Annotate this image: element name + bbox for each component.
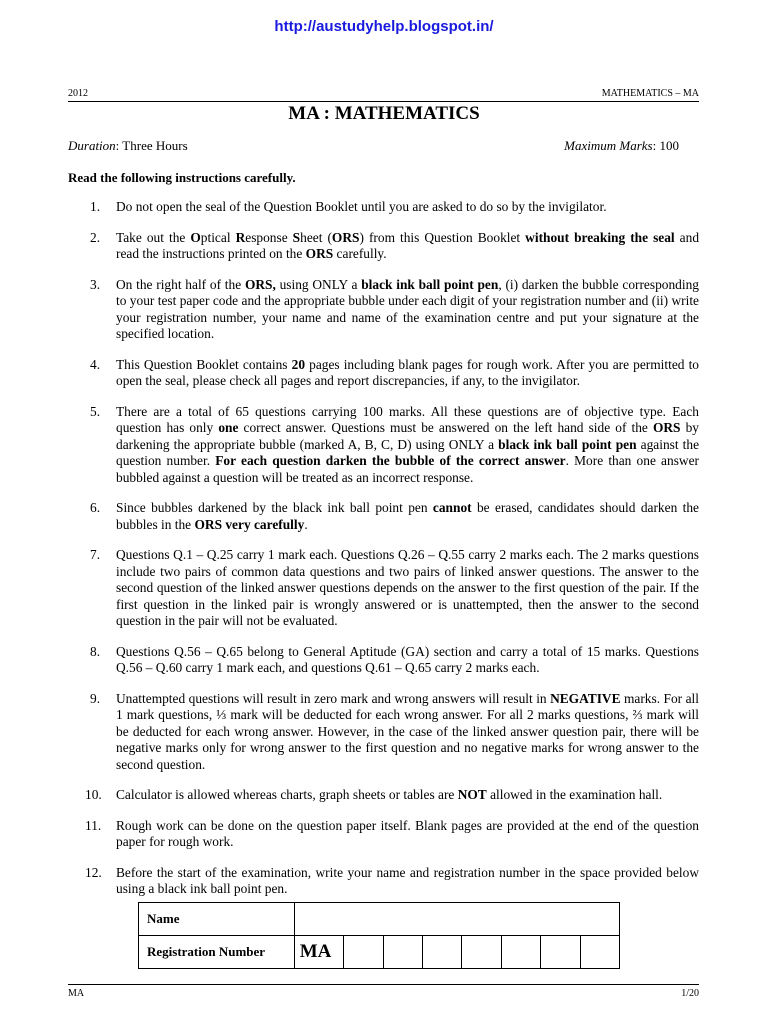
instruction-number: 8. (90, 643, 101, 659)
registration-digit-box[interactable] (383, 936, 422, 969)
instruction-item (68, 691, 699, 774)
instruction-emphasis: For each question darken the bubble of the correct answer (215, 453, 566, 468)
instruction-emphasis: ORS (305, 246, 334, 261)
instruction-number: 5. (90, 403, 101, 419)
instruction-number: 2. (90, 229, 101, 245)
instruction-emphasis: ORS very carefully (194, 516, 305, 532)
marks-label: Maximum Marks (564, 138, 653, 153)
instruction-emphasis: cannot (432, 500, 472, 515)
page-header (68, 88, 699, 102)
instruction-emphasis: S (292, 229, 301, 245)
registration-digit-box[interactable] (580, 936, 619, 969)
instructions-list (68, 199, 699, 912)
name-field[interactable] (294, 903, 619, 936)
source-link[interactable]: http://austudyhelp.blogspot.in/ (274, 18, 494, 35)
instruction-item (68, 865, 699, 898)
instruction-text: Do not open the seal of the Question Booklet until you are asked to do so by the invigilator. (116, 199, 607, 214)
instruction-item (68, 357, 699, 390)
instruction-emphasis: ORS, (244, 276, 276, 292)
instruction-text: Calculator is allowed whereas charts, graph sheets or tables are (116, 787, 458, 802)
instruction-text: Unattempted questions will result in zero mark and wrong answers will result in (116, 690, 551, 706)
instruction-text: esponse (245, 229, 293, 245)
instruction-text: carefully. (333, 246, 387, 261)
instruction-text: ) from this Question Booklet (359, 229, 526, 245)
header-paper: MATHEMATICS – MA (601, 88, 699, 99)
instruction-item (68, 644, 699, 677)
header-year: 2012 (68, 88, 88, 99)
instruction-emphasis: O (190, 229, 201, 245)
duration-value: : Three Hours (115, 138, 188, 153)
instruction-emphasis: without breaking the seal (525, 229, 675, 245)
instruction-text: by darkening the appropriate bubble (marked A, B, C, D) using ONLY a (116, 420, 700, 452)
instruction-item (68, 547, 699, 630)
instruction-number: 10. (85, 787, 102, 802)
registration-prefix: MA (294, 936, 344, 969)
instruction-text: allowed in the examination hall. (486, 787, 663, 802)
instruction-emphasis: 20 (291, 356, 306, 372)
instruction-number: 11. (85, 817, 102, 833)
instruction-text: This Question Booklet contains (116, 356, 292, 372)
max-marks (564, 138, 679, 154)
instruction-item (68, 787, 699, 804)
instruction-text: Questions Q.1 – Q.25 carry 1 mark each. Questions Q.26 – Q.55 carry 2 marks each. The 2 marks questions include two pairs of common data questions and two pairs of linked answer questions. The answer to the second question of the linked answer questions depends on the answer to the first question of the pair. If the first question in the linked pair is wrongly answered or is unattempted, then the answer to the second question in the pair will not be evaluated. (116, 547, 699, 628)
registration-digit-box[interactable] (462, 936, 501, 969)
instruction-number: 1. (90, 199, 101, 214)
instruction-number: 3. (90, 276, 101, 292)
instruction-text: heet ( (300, 229, 332, 245)
instruction-emphasis: black ink ball point pen (498, 436, 637, 452)
instruction-emphasis: ORS (331, 229, 360, 245)
instruction-text: pages including blank pages for rough work. After you are permitted to open the seal, please check all pages and report discrepancies, if any, to the invigilator. (116, 356, 699, 388)
instruction-text: Before the start of the examination, write your name and registration number in the space provided below using a black ink ball point pen. (116, 864, 699, 896)
footer-code: MA (68, 988, 85, 999)
instruction-text: Since bubbles darkened by the black ink ball point pen (116, 500, 433, 515)
instruction-text: using ONLY a (275, 276, 362, 292)
instruction-text: marks. For all 1 mark questions, ⅓ mark will be deducted for each wrong answer. For all 2 marks questions, ⅔ mark will be deducted for each wrong answer. However, in the case of the linked answer question pair, there will be negative marks only for wrong answer to the first question and no negative marks for wrong answer to the second question. (116, 690, 699, 772)
registration-digit-box[interactable] (423, 936, 462, 969)
instruction-number: 9. (90, 690, 101, 706)
instruction-text: There are a total of 65 questions carrying 100 marks. All these questions are of objective type. Each question has only (116, 403, 699, 435)
instruction-text: . More than one answer bubbled against a question will be treated as an incorrect response. (116, 453, 699, 485)
instruction-number: 6. (90, 500, 101, 515)
name-label: Name (139, 903, 295, 936)
marks-value: : 100 (652, 138, 679, 153)
instruction-text: be erased, candidates should darken the bubbles in the (116, 500, 699, 532)
paper-title: MA : MATHEMATICS (288, 103, 480, 124)
instruction-number: 4. (90, 356, 101, 372)
instruction-number: 12. (85, 864, 102, 880)
registration-digit-box[interactable] (541, 936, 580, 969)
registration-digit-box[interactable] (344, 936, 383, 969)
page-number: 1/20 (681, 988, 699, 999)
instruction-item (68, 500, 699, 533)
instruction-emphasis: black ink ball point pen (361, 276, 499, 292)
instruction-emphasis: NEGATIVE (550, 690, 621, 706)
instruction-text: Take out the (116, 229, 191, 245)
registration-digit-box[interactable] (501, 936, 540, 969)
instruction-text: and read the instructions printed on the (116, 229, 700, 261)
instruction-item (68, 818, 699, 851)
instruction-item (68, 277, 699, 343)
instruction-emphasis: NOT (457, 787, 487, 802)
duration-label: Duration (68, 138, 116, 153)
instruction-text: Rough work can be done on the question paper itself. Blank pages are provided at the end of the question paper for rough work. (116, 817, 699, 849)
instruction-item (68, 199, 699, 216)
instruction-emphasis: ORS (652, 420, 681, 435)
instruction-text: against the question number. (116, 436, 700, 468)
candidate-form (138, 902, 620, 969)
instruction-text: . (304, 516, 308, 532)
duration (68, 138, 188, 154)
instruction-text: Questions Q.56 – Q.65 belong to General Aptitude (GA) section and carry a total of 15 marks. Questions Q.56 – Q.60 carry 1 mark each, and questions Q.61 – Q.65 carry 2 marks each. (116, 643, 699, 675)
instruction-item (68, 404, 699, 487)
instruction-emphasis: R (235, 229, 246, 245)
page-footer (68, 984, 699, 999)
instruction-text: correct answer. Questions must be answered on the left hand side of the (238, 420, 653, 435)
instruction-text: ptical (200, 229, 236, 245)
instructions-lead: Read the following instructions carefully. (68, 170, 296, 185)
instruction-text: On the right half of the (116, 276, 245, 292)
instruction-item (68, 230, 699, 263)
registration-label: Registration Number (139, 936, 295, 969)
instruction-text: , (i) darken the bubble corresponding to your test paper code and the appropriate bubble under each digit of your registration number and (ii) write your registration number, your name and name of the examination centre and put your signature at the specified location. (116, 276, 699, 341)
instruction-number: 7. (90, 547, 101, 562)
instruction-emphasis: one (218, 420, 239, 435)
